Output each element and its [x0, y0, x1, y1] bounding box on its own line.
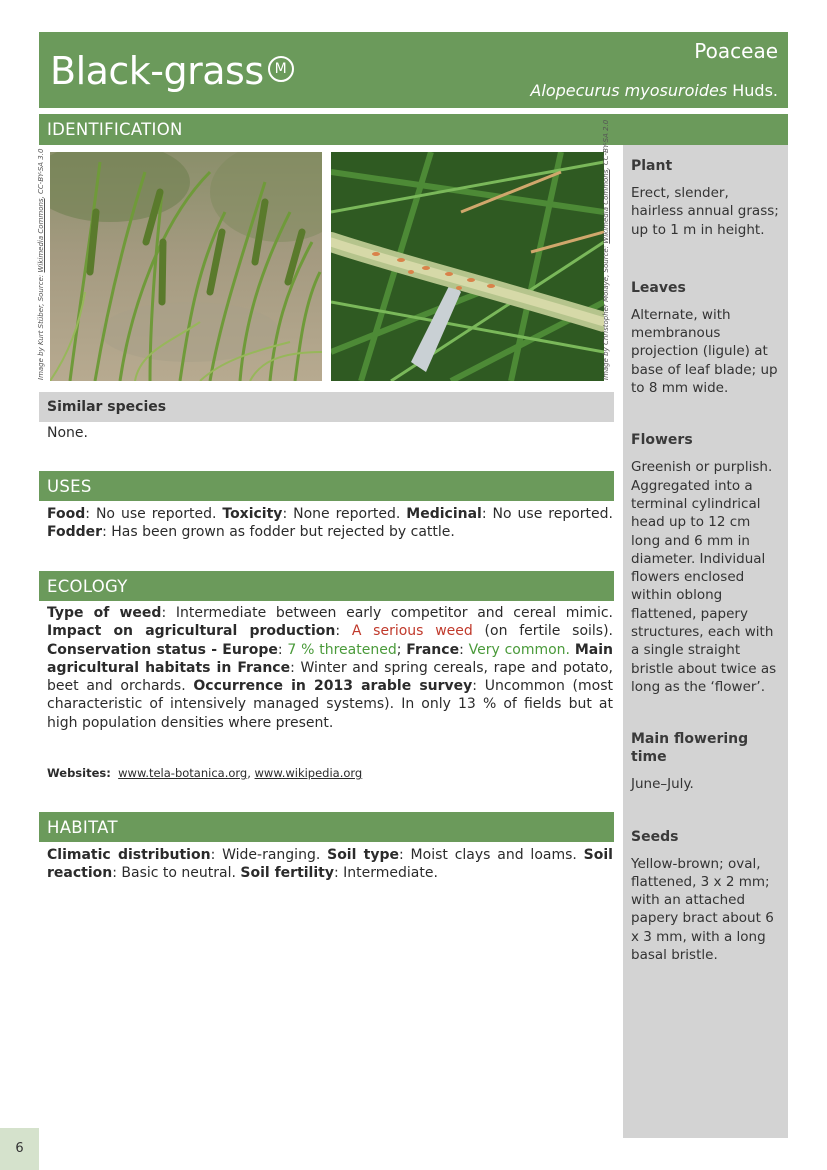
section-uses: USES [39, 471, 614, 501]
impact-text: (on fertile soils). [472, 623, 614, 640]
photo-flower-credit [602, 120, 610, 380]
soil-reaction-label: Soil reaction [47, 847, 613, 882]
credit-link[interactable]: Wikimedia Commons [602, 169, 610, 244]
type-of-weed-text: : Intermediate between early competitor and cereal mimic. [161, 605, 614, 621]
uses-text [47, 505, 613, 542]
photo-flower-head [331, 152, 604, 381]
sidebar-heading: Leaves [631, 279, 686, 296]
fodder-label: Fodder [47, 524, 103, 541]
climatic-text: : Wide-ranging. [210, 847, 328, 863]
author: Huds. [732, 81, 778, 100]
soil-fertility-label: Soil fertility [240, 865, 334, 882]
common-name: Black-grass [50, 49, 264, 93]
conservation-sep: : [277, 641, 288, 658]
credit-link[interactable]: Wikimedia Commons [37, 198, 45, 273]
impact-label: Impact on agricultural production [47, 623, 336, 640]
species-header [39, 32, 788, 108]
websites [47, 765, 362, 781]
soil-reaction-text: : Basic to neutral. [112, 865, 241, 882]
france-value: Very common. [468, 641, 571, 658]
section-habitat: HABITAT [39, 812, 614, 842]
scientific-name-line [530, 80, 778, 102]
scientific-name: Alopecurus myosuroides [530, 81, 728, 100]
sidebar-heading: Plant [631, 158, 673, 174]
page-number: 6 [0, 1128, 39, 1170]
sidebar-block-flowers [631, 431, 780, 696]
credit-suffix: , CC-BY-SA 2.0 [602, 119, 610, 170]
photo-plant [50, 152, 322, 381]
ecology-text [47, 604, 613, 732]
photo-plant-illustration [50, 152, 322, 381]
food-label: Food [47, 506, 86, 522]
section-identification: IDENTIFICATION [39, 114, 788, 145]
credit-suffix: , CC-BY-SA 3.0 [37, 148, 45, 199]
habitats-label: Main agricultural habitats in France [47, 641, 613, 676]
france-sep: : [459, 641, 469, 658]
photo-plant-credit [37, 149, 45, 380]
section-ecology: ECOLOGY [39, 571, 614, 601]
family-name: Poaceae [694, 39, 778, 63]
toxicity-text: : None reported. [282, 506, 407, 522]
sidebar-heading: Seeds [631, 828, 679, 845]
credit-prefix: Image by Christopher Molaye, Source: [602, 243, 610, 380]
occurrence-label: Occurrence in 2013 arable survey [193, 678, 473, 695]
sidebar-text: Yellow-brown; oval, flattened, 3 x 2 mm; with an attached papery bract about 6 x 3 mm, with a long basal bristle. [631, 855, 774, 964]
websites-label: Websites: [47, 766, 111, 780]
sidebar-heading: Flowers [631, 432, 693, 449]
impact-sep: : [335, 623, 352, 640]
type-of-weed-label: Type of weed [47, 605, 162, 621]
page-title [50, 47, 294, 95]
sidebar-block-leaves [631, 279, 780, 397]
sidebar-text: June–July. [631, 776, 694, 793]
soil-type-label: Soil type [327, 847, 399, 863]
website-link-tela-botanica[interactable]: www.tela-botanica.org [118, 766, 248, 780]
sidebar-heading: Main flowering time [631, 731, 749, 766]
soil-type-text: : Moist clays and loams. [399, 847, 584, 863]
sidebar-text: Alternate, with membranous projection (ligule) at base of leaf blade; up to 8 mm wide. [631, 306, 778, 397]
sidebar-block-flowering-time [631, 730, 780, 793]
occurrence-text: : Uncommon (most characteristic of intensively managed systems). In only 13 % of fields but at high population densities where present. [47, 678, 613, 731]
websites-sep: , [247, 766, 255, 780]
medicinal-label: Medicinal [406, 506, 482, 522]
credit-prefix: Image by Kurt Stüber, Source: [37, 272, 45, 380]
toxicity-label: Toxicity [222, 506, 283, 522]
fodder-text: : Has been grown as fodder but rejected by cattle. [102, 524, 455, 541]
climatic-label: Climatic distribution [47, 847, 211, 863]
sidebar-text: Greenish or purplish. Aggregated into a terminal cylindrical head up to 12 cm long and 6 mm in diameter. Individual flowers enclosed within oblong flattened, papery structures, each with a single straight bristle about twice as long as the ‘flower’. [631, 459, 777, 695]
impact-highlight: A serious weed [351, 623, 473, 640]
sidebar-text: Erect, slender, hairless annual grass; up to 1 m in height. [631, 185, 779, 238]
conservation-europe-value: 7 % threatened [287, 641, 397, 658]
france-label: France [406, 641, 460, 658]
sidebar-block-plant [631, 157, 780, 239]
sidebar-block-seeds [631, 828, 780, 965]
identification-sidebar [623, 145, 788, 1138]
habitat-text [47, 846, 613, 883]
soil-fertility-text: : Intermediate. [333, 865, 438, 882]
badge-m-icon: M [268, 56, 294, 82]
photo-flower-illustration [331, 152, 604, 381]
conservation-label: Conservation status - Europe [47, 641, 278, 658]
medicinal-text: : No use reported. [481, 506, 613, 522]
conservation-mid: ; [396, 641, 407, 658]
habitats-text: : Winter and spring cereals, rape and potato, beet and orchards. [47, 659, 613, 695]
similar-species-heading: Similar species [39, 392, 614, 422]
website-link-wikipedia[interactable]: www.wikipedia.org [254, 766, 363, 780]
similar-species-text: None. [47, 425, 88, 441]
food-text: : No use reported. [85, 506, 223, 522]
